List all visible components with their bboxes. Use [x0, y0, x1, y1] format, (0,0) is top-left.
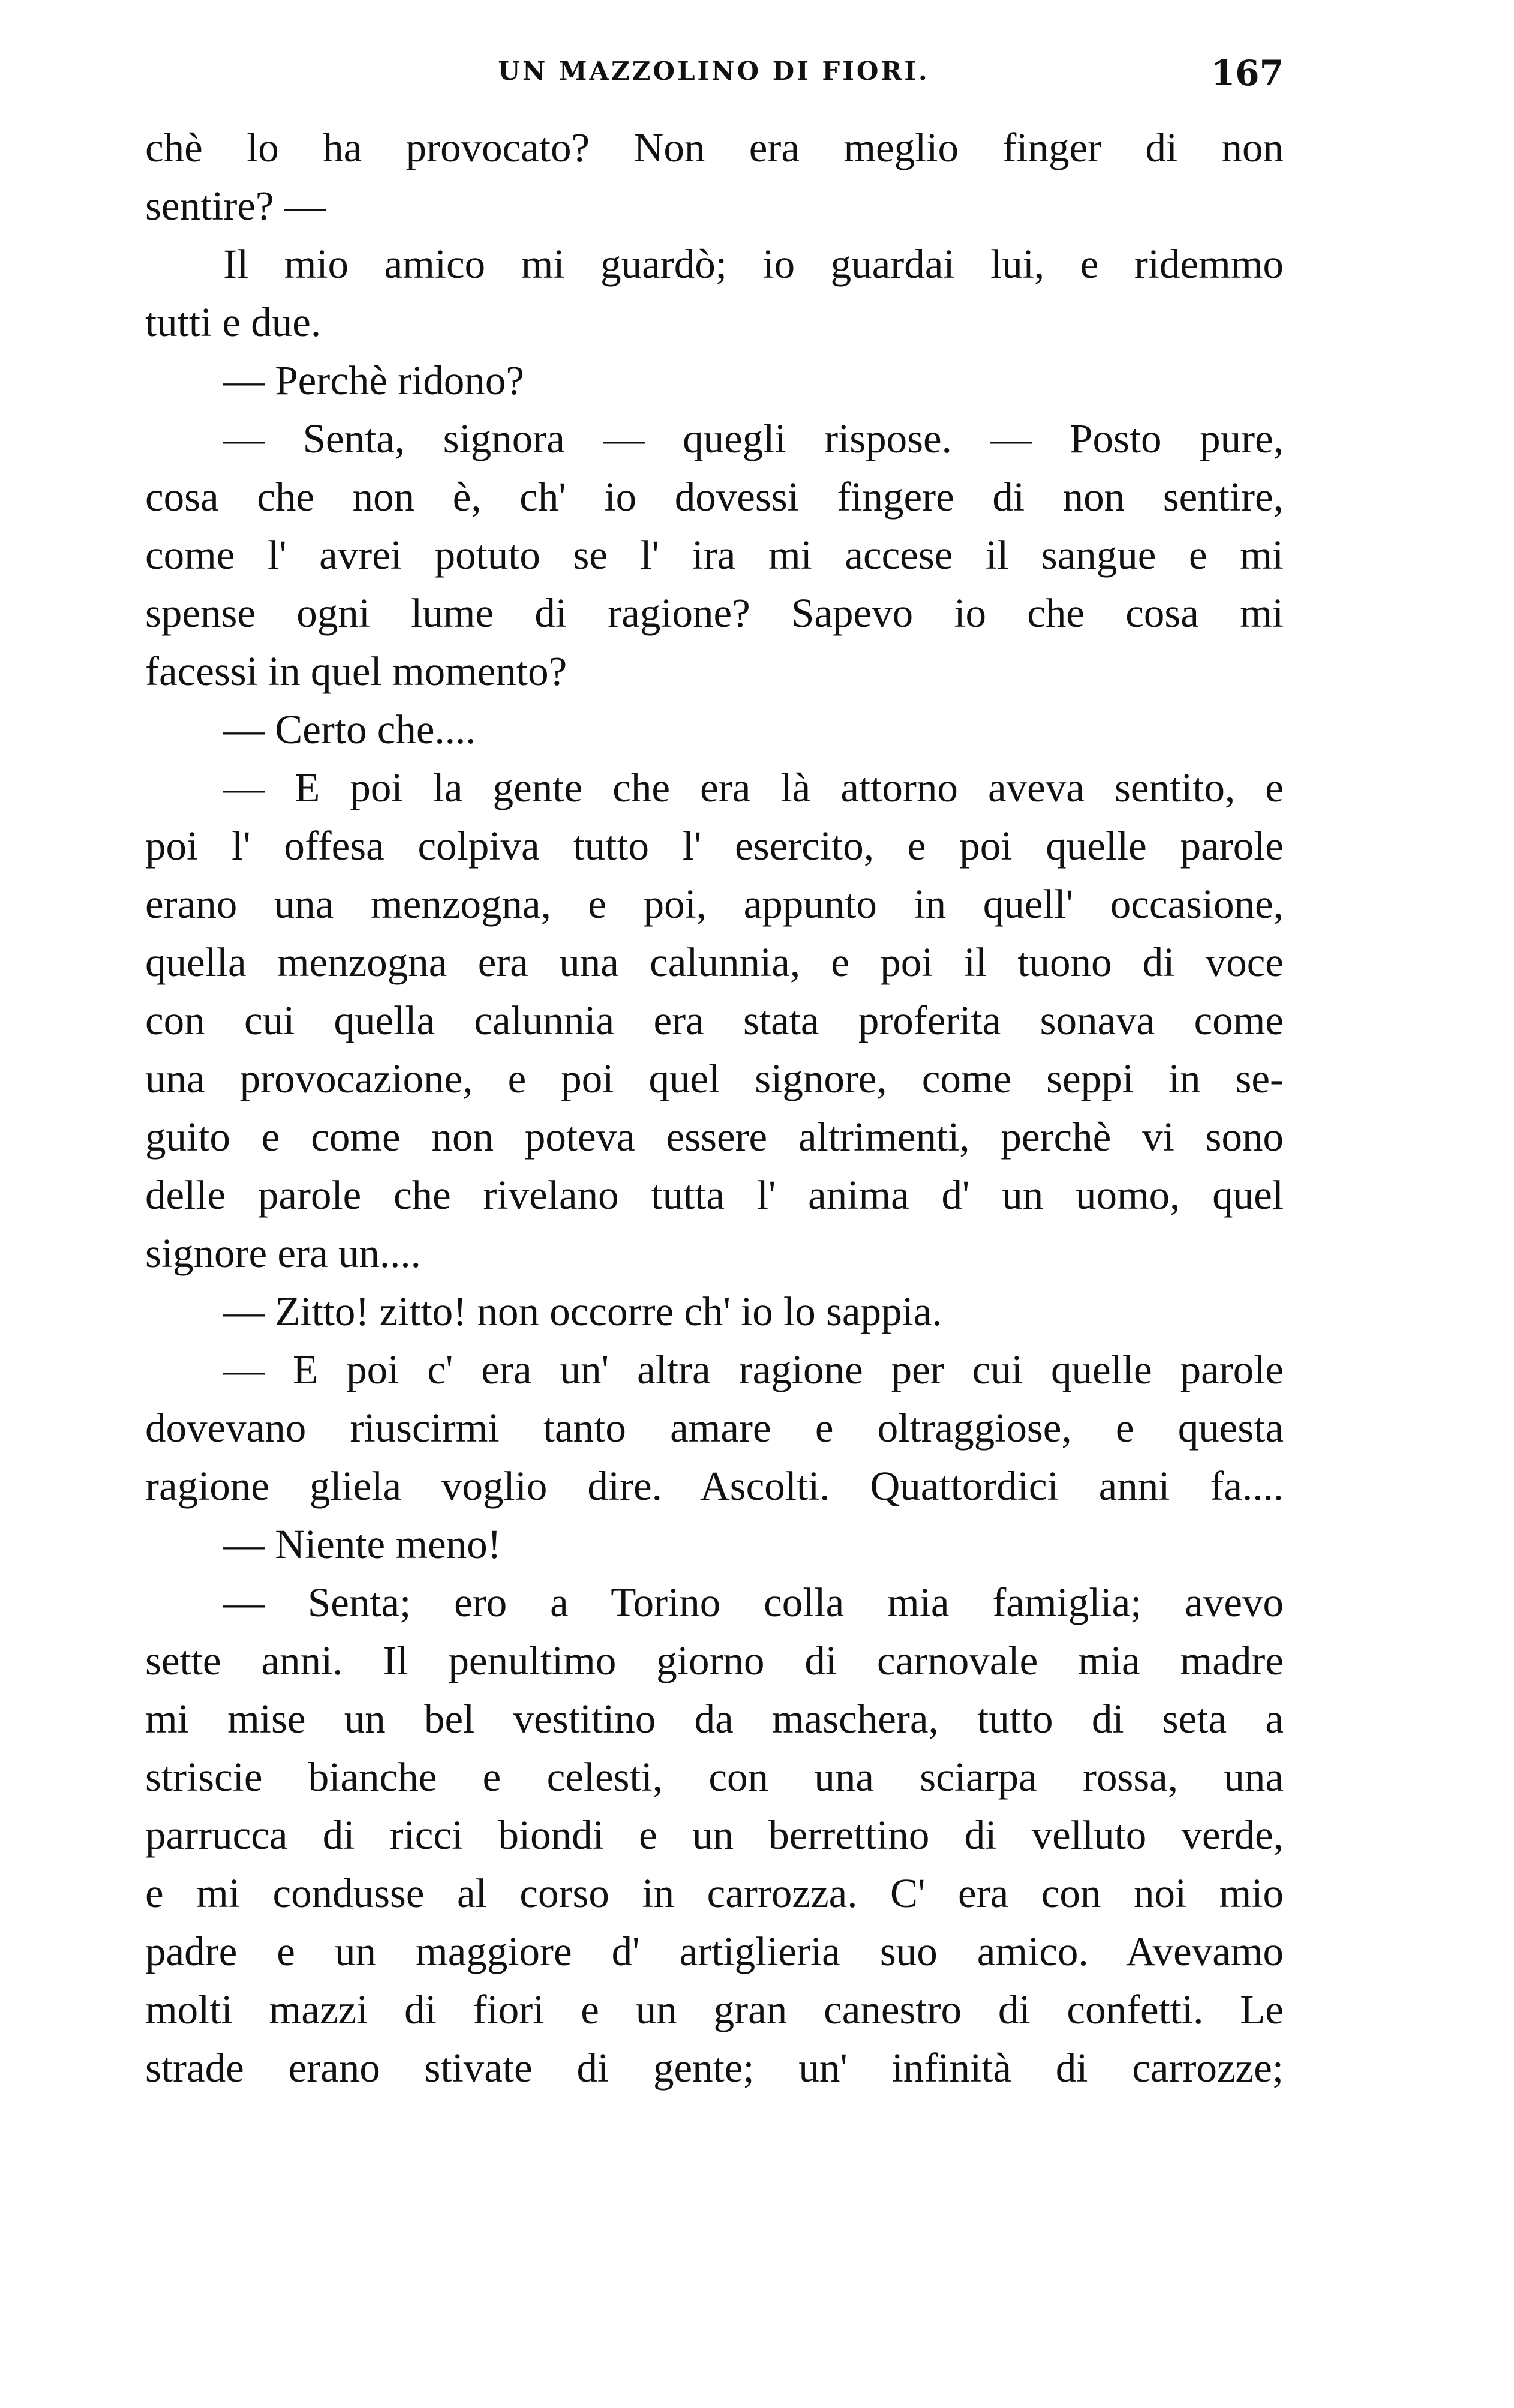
text-line: sentire? — [145, 183, 326, 229]
text-line: striscie bianche e celesti, con una sciarpa rossa, una [145, 1754, 1284, 1800]
text-line: quella menzogna era una calunnia, e poi il tuono di voce [145, 939, 1284, 985]
text-line: — Perchè ridono? [223, 358, 525, 403]
running-header [144, 53, 1284, 101]
text-line: — Niente meno! [223, 1521, 501, 1567]
text-line: delle parole che rivelano tutta l' anima d' un uomo, quel [145, 1172, 1284, 1218]
text-line: sette anni. Il penultimo giorno di carnovale mia madre [145, 1638, 1284, 1683]
text-line: come l' avrei potuto se l' ira mi accese il sangue e mi [145, 532, 1284, 578]
text-line: con cui quella calunnia era stata proferita sonava come [145, 998, 1284, 1043]
text-line: poi l' offesa colpiva tutto l' esercito, e poi quelle parole [145, 823, 1284, 869]
text-line: — Certo che.... [223, 707, 476, 752]
text-line: — Senta, signora — quegli rispose. — Posto pure, [223, 416, 1284, 461]
page-number: 167 [1210, 53, 1284, 94]
text-line: strade erano stivate di gente; un' infinità di carrozze; [145, 2045, 1284, 2091]
text-line: chè lo ha provocato? Non era meglio finger di non [145, 125, 1284, 170]
text-body [145, 119, 1284, 2097]
text-line: mi mise un bel vestitino da maschera, tutto di seta a [145, 1696, 1284, 1742]
text-line: — Senta; ero a Torino colla mia famiglia; avevo [223, 1580, 1284, 1625]
text-line: — Zitto! zitto! non occorre ch' io lo sappia. [223, 1289, 942, 1334]
text-line: padre e un maggiore d' artiglieria suo amico. Avevamo [145, 1929, 1284, 1974]
text-line: parrucca di ricci biondi e un berrettino di velluto verde, [145, 1812, 1284, 1858]
text-line: e mi condusse al corso in carrozza. C' era con noi mio [145, 1870, 1284, 1916]
text-line: spense ogni lume di ragione? Sapevo io che cosa mi [145, 590, 1284, 636]
text-line: signore era un.... [145, 1230, 421, 1276]
text-line: tutti e due. [145, 299, 322, 345]
text-line: dovevano riuscirmi tanto amare e oltraggiose, e questa [145, 1405, 1284, 1451]
text-line: una provocazione, e poi quel signore, come seppi in se- [145, 1056, 1284, 1101]
text-line: erano una menzogna, e poi, appunto in quell' occasione, [145, 881, 1284, 927]
text-line: guito e come non poteva essere altrimenti, perchè vi sono [145, 1114, 1284, 1160]
running-title: UN MAZZOLINO DI FIORI. [498, 56, 930, 86]
text-line: — E poi c' era un' altra ragione per cui quelle parole [223, 1347, 1284, 1392]
text-line: molti mazzi di fiori e un gran canestro di confetti. Le [145, 1987, 1284, 2032]
text-line: Il mio amico mi guardò; io guardai lui, e ridemmo [223, 241, 1284, 287]
text-line: ragione gliela voglio dire. Ascolti. Quattordici anni fa.... [145, 1463, 1284, 1509]
text-line: facessi in quel momento? [145, 648, 567, 694]
text-line: cosa che non è, ch' io dovessi fingere di non sentire, [145, 474, 1284, 520]
text-line: — E poi la gente che era là attorno aveva sentito, e [223, 765, 1284, 810]
